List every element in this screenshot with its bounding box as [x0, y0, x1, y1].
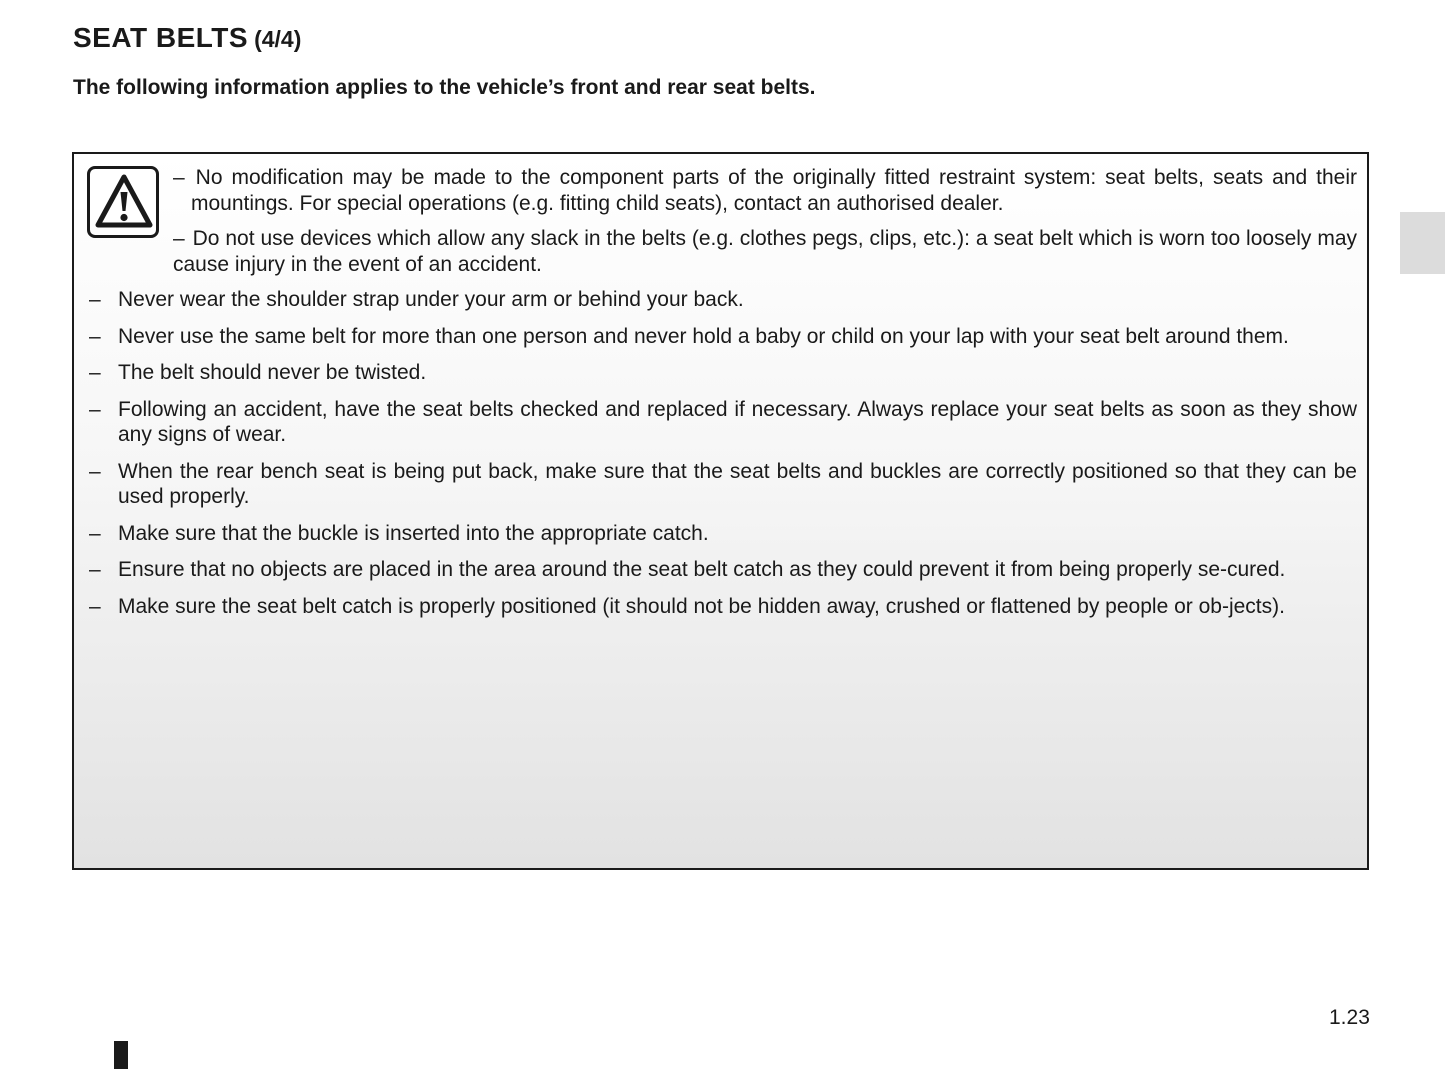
list-item-dash: – — [89, 558, 101, 581]
list-item-text: When the rear bench seat is being put back, make sure that the seat belts and buckles are correctly positioned so that they can be used properly. — [118, 459, 1357, 508]
warning-item-modification — [173, 165, 1357, 216]
list-item-dash: – — [89, 324, 101, 348]
list-item-buckle — [89, 521, 1357, 547]
page-subtitle: The following information applies to the vehicle’s front and rear seat belts. — [73, 76, 816, 99]
page-title-text: SEAT BELTS — [73, 22, 249, 53]
warning-item-text: Do not use devices which allow any slack in the belts (e.g. clothes pegs, clips, etc.): a seat belt which is worn too loosely may cause injury in the event of an accident. — [173, 227, 1357, 276]
list-item-dash: – — [89, 361, 101, 384]
list-item-dash: – — [89, 397, 101, 421]
list-item-text: The belt should never be twisted. — [118, 361, 427, 384]
list-item-dash: – — [89, 288, 101, 311]
page-title-part: (4/4) — [254, 26, 302, 52]
list-item-text: Make sure that the buckle is inserted into the appropriate catch. — [118, 521, 709, 545]
list-item-objects — [89, 557, 1357, 583]
list-item-twisted — [89, 360, 1357, 386]
list-item-one-person — [89, 324, 1357, 350]
section-side-tab — [1400, 212, 1445, 274]
warning-item-dash: – — [173, 227, 185, 250]
list-item-dash: – — [89, 594, 101, 618]
list-item-dash: – — [89, 459, 101, 483]
list-item-accident — [89, 397, 1357, 448]
warning-box — [72, 152, 1369, 870]
page-number: 1.23 — [1329, 1006, 1370, 1029]
page-title — [73, 22, 301, 54]
warning-item-dash: – — [173, 166, 185, 189]
list-item-text: Ensure that no objects are placed in the area around the seat belt catch as they could prevent it from being properly se-cured. — [118, 558, 1286, 581]
list-item-catch-position — [89, 594, 1357, 620]
warning-content — [89, 165, 1357, 630]
list-item-text: Make sure the seat belt catch is properly positioned (it should not be hidden away, crushed or flattened by people or ob-jects). — [118, 594, 1285, 618]
corner-crop-mark — [114, 1041, 128, 1069]
list-item-rear-bench — [89, 459, 1357, 510]
list-item-text: Never use the same belt for more than one person and never hold a baby or child on your lap with your seat belt around them. — [118, 324, 1289, 348]
warning-item-slack — [173, 226, 1357, 277]
list-item-text: Never wear the shoulder strap under your arm or behind your back. — [118, 288, 744, 311]
list-item-text: Following an accident, have the seat belts checked and replaced if necessary. Always replace your seat belts as soon as they show any signs of wear. — [118, 397, 1357, 446]
list-item-dash: – — [89, 521, 101, 545]
warning-item-text: No modification may be made to the component parts of the originally fitted restraint system: seat belts, seats and their mountings. For special operations (e.g. fitting child seats), contact an authorised dealer. — [191, 166, 1357, 215]
list-item-shoulder-strap — [89, 287, 1357, 313]
